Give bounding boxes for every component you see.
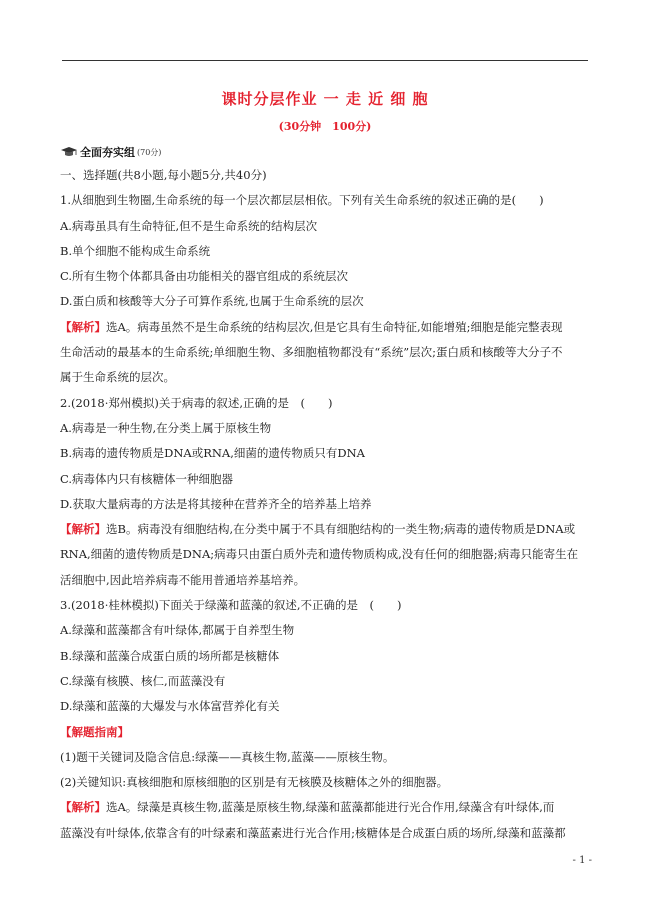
q2-option-b: B.病毒的遗传物质是DNA或RNA,细菌的遗传物质只有DNA	[60, 446, 365, 461]
q2-option-a: A.病毒是一种生物,在分类上属于原核生物	[60, 420, 272, 435]
q2-stem: 2.(2018·郑州模拟)关于病毒的叙述,正确的是 ( )	[60, 395, 333, 410]
q2-analysis-line: RNA,细菌的遗传物质是DNA;病毒只由蛋白质外壳和遗传物质构成,没有任何的细胞器;病毒只能寄生在	[60, 547, 579, 562]
q1-stem: 1.从细胞到生物圈,生命系统的每一个层次都层层相依。下列有关生命系统的叙述正确的是( )	[60, 193, 544, 208]
q3-option-a: A.绿藻和蓝藻都含有叶绿体,都属于自养型生物	[60, 623, 295, 638]
q3-guide-line: (1)题干关键词及隐含信息:绿藻——真核生物,蓝藻——原核生物。	[60, 749, 395, 764]
graduation-cap-icon	[60, 146, 78, 158]
q3-analysis-line: 蓝藻没有叶绿体,依靠含有的叶绿素和藻蓝素进行光合作用;核糖体是合成蛋白质的场所,绿藻和蓝藻都	[60, 825, 566, 840]
q2-analysis-line: 活细胞中,因此培养病毒不能用普通培养基培养。	[60, 572, 306, 587]
group-title: 全面夯实组	[80, 146, 135, 159]
top-rule	[62, 60, 588, 61]
q1-option-b: B.单个细胞不能构成生命系统	[60, 243, 211, 258]
question-content	[60, 163, 590, 846]
guide-tag: 【解题指南】	[60, 724, 129, 739]
q2-option-d: D.获取大量病毒的方法是将其接种在营养齐全的培养基上培养	[60, 496, 372, 511]
page-title: 课时分层作业 一 走 近 细 胞	[221, 90, 429, 108]
q2-analysis	[60, 517, 590, 542]
group-header	[60, 144, 161, 160]
q3-guide-line: (2)关键知识:真核细胞和原核细胞的区别是有无核膜及核糖体之外的细胞器。	[60, 775, 449, 790]
analysis-text: 选A。病毒虽然不是生命系统的结构层次,但是它具有生命特征,如能增殖;细胞是能完整表现	[106, 319, 563, 334]
q3-option-c: C.绿藻有核膜、核仁,而蓝藻没有	[60, 673, 226, 688]
analysis-tag: 【解析】	[60, 800, 106, 815]
analysis-tag: 【解析】	[60, 319, 106, 334]
q3-stem: 3.(2018·桂林模拟)下面关于绿藻和蓝藻的叙述,不正确的是 ( )	[60, 598, 402, 613]
q1-analysis-line: 属于生命系统的层次。	[60, 370, 175, 385]
q1-option-d: D.蛋白质和核酸等大分子可算作系统,也属于生命系统的层次	[60, 294, 364, 309]
q1-option-a: A.病毒虽具有生命特征,但不是生命系统的结构层次	[60, 218, 318, 233]
section-heading: 一、选择题(共8小题,每小题5分,共40分)	[60, 168, 267, 182]
q1-analysis	[60, 315, 590, 340]
analysis-text: 选B。病毒没有细胞结构,在分类中属于不具有细胞结构的一类生物;病毒的遗传物质是DNA或	[106, 522, 576, 537]
q3-guide	[60, 720, 590, 745]
group-score: (70分)	[137, 147, 162, 157]
analysis-text: 选A。绿藻是真核生物,蓝藻是原核生物,绿藻和蓝藻都能进行光合作用,绿藻含有叶绿体,而	[106, 800, 555, 815]
q1-analysis-line: 生命活动的最基本的生命系统;单细胞生物、多细胞植物都没有“系统”层次;蛋白质和核酸等大分子不	[60, 345, 563, 360]
analysis-tag: 【解析】	[60, 522, 106, 537]
page-subtitle: (30分钟 100分)	[278, 120, 372, 133]
q3-option-b: B.绿藻和蓝藻合成蛋白质的场所都是核糖体	[60, 648, 280, 663]
page-number: - 1 -	[572, 855, 592, 866]
q3-analysis	[60, 795, 590, 820]
q1-option-c: C.所有生物个体都具备由功能相关的器官组成的系统层次	[60, 269, 349, 284]
q2-option-c: C.病毒体内只有核糖体一种细胞器	[60, 471, 234, 486]
q3-option-d: D.绿藻和蓝藻的大爆发与水体富营养化有关	[60, 699, 280, 714]
